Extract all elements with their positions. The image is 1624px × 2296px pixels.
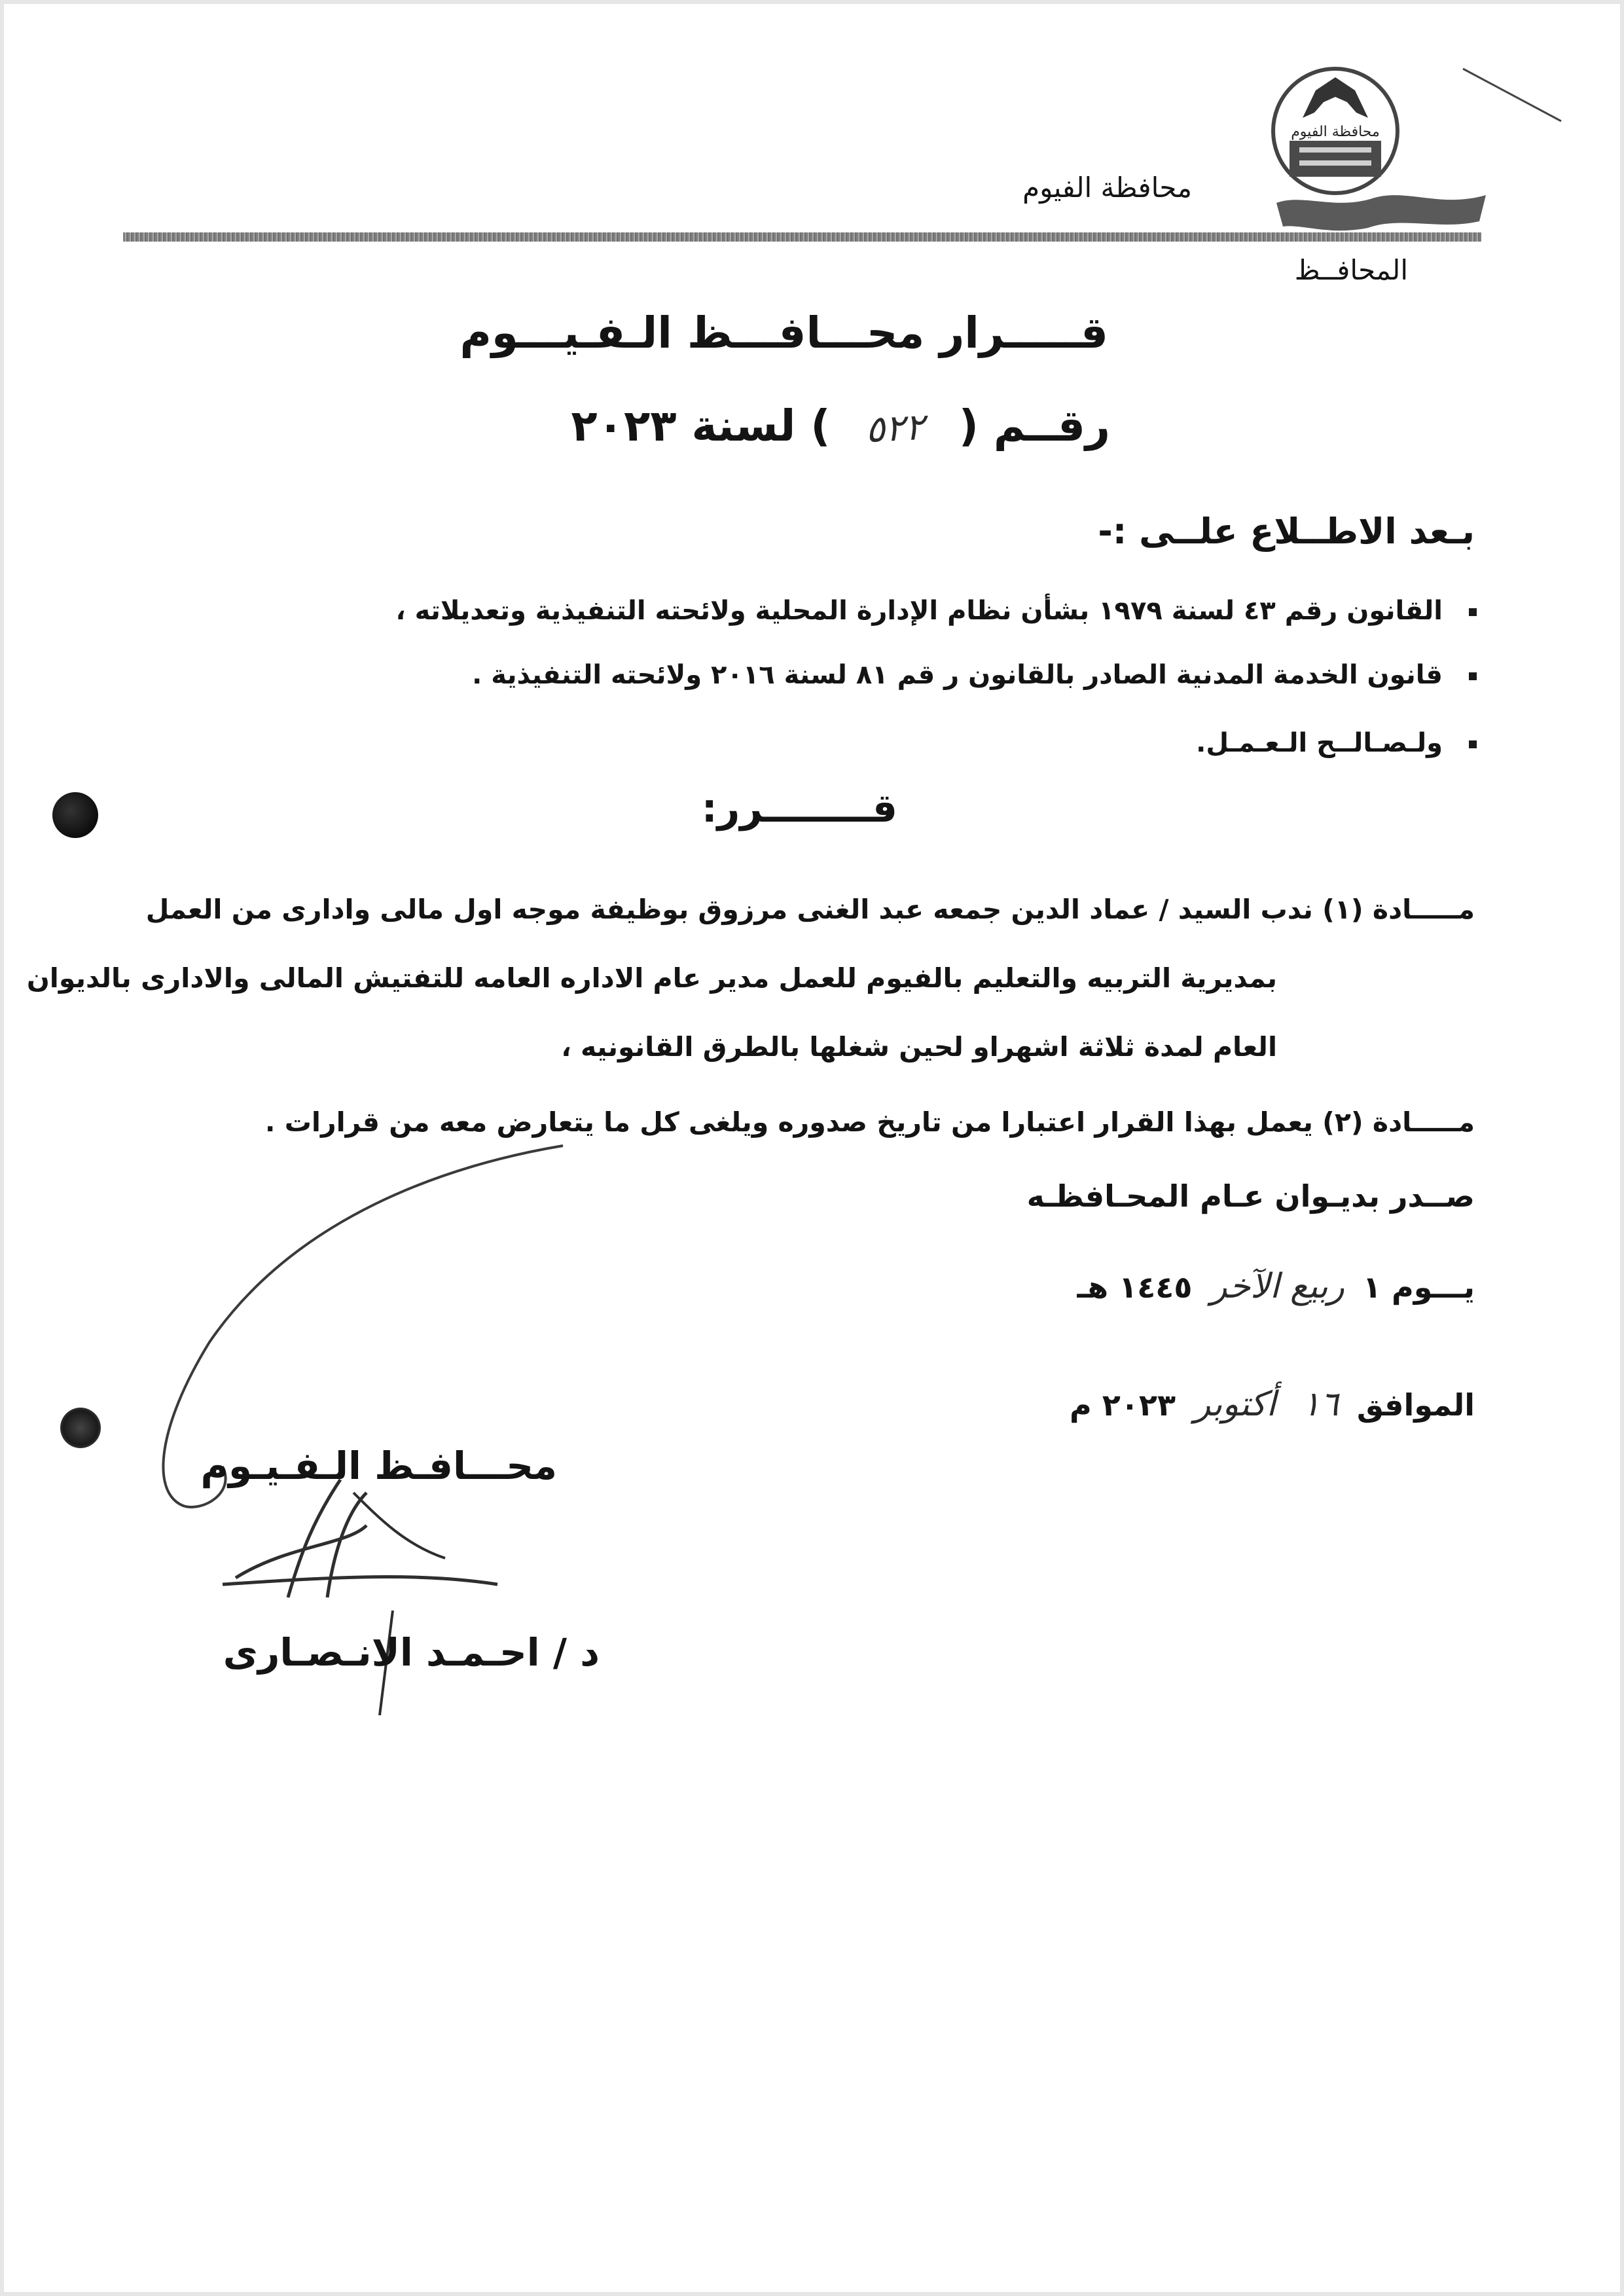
article-1-line-2: بمديرية التربيه والتعليم بالفيوم للعمل مدير عام الاداره العامه للتفتيش المالى والادارى بالديوان (26, 962, 1277, 994)
handwritten-signature (131, 1126, 720, 1715)
article-1-line-1: مـــــادة (١) ندب السيد / عماد الدين جمعه عبد الغنى مرزوق بوظيفة موجه اول مالى وادارى من العمل (145, 894, 1475, 925)
article-2-line-1: مـــــادة (٢) يعمل بهذا القرار اعتبارا من تاريخ صدوره ويلغى كل ما يتعارض معه من قرارات . (264, 1106, 1475, 1138)
pen-mark (1460, 65, 1564, 131)
punch-hole (52, 792, 98, 838)
bullet-icon (1469, 608, 1477, 616)
preamble-item (395, 596, 1477, 626)
decision-number-line (571, 401, 1110, 451)
greg-month-handwritten: أكتوبر (1194, 1385, 1276, 1424)
hijri-month-handwritten: ربيع الآخر (1210, 1267, 1344, 1306)
article-1-line-3: العام لمدة ثلاثة اشهراو لحين شغلها بالطرق القانونيه ، (561, 1031, 1277, 1063)
hijri-prefix: يـــوم (1392, 1269, 1475, 1305)
preamble-heading: بـعد الاطــلاع علــى :- (1098, 511, 1475, 552)
governorate-name: محافظة الفيوم (1022, 172, 1192, 204)
decision-title: قـــــرار محـــافـــظ الـفـيـــوم (460, 308, 1108, 358)
bullet-icon (1469, 740, 1477, 748)
decision-number-handwritten: ٥٢٢ (863, 405, 926, 452)
decided-heading: قــــــــرر: (701, 786, 897, 831)
preamble-item-text: قانون الخدمة المدنية الصادر بالقانون ر قم ٨١ لسنة ٢٠١٦ ولائحته التنفيذية . (472, 660, 1443, 690)
header-rule (123, 232, 1481, 242)
decision-number-suffix: ) لسنة ٢٠٢٣ (571, 401, 831, 451)
preamble-item (472, 660, 1477, 690)
bullet-icon (1469, 672, 1477, 680)
preamble-item-text: القانون رقم ٤٣ لسنة ١٩٧٩ بشأن نظام الإدارة المحلية ولائحته التنفيذية وتعديلاته ، (395, 596, 1443, 626)
preamble-item (1196, 728, 1477, 758)
decision-number-prefix: رقــم ( (958, 401, 1110, 451)
hijri-year: ١٤٤٥ هـ (1077, 1269, 1193, 1305)
logo-text: محافظة الفيوم (1291, 124, 1380, 140)
gregorian-date-line (1070, 1385, 1475, 1424)
preamble-item-text: ولـصـالــح الـعـمـل. (1196, 728, 1443, 758)
greg-year: ٢٠٢٣ م (1070, 1387, 1176, 1423)
governor-office-label: المحافــظ (1294, 254, 1408, 286)
signatory-name: د / احـمـد الانـصـارى (223, 1630, 600, 1675)
greg-day-handwritten: ١٦ (1302, 1385, 1339, 1424)
punch-hole (60, 1408, 101, 1448)
hijri-date-line (1077, 1267, 1475, 1306)
greg-prefix: الموافق (1356, 1387, 1475, 1423)
signatory-title: محـــافـظ الـفـيـوم (200, 1444, 557, 1488)
issued-at: صــدر بديـوان عـام المحـافظـه (1026, 1178, 1475, 1214)
hijri-day: ١ (1362, 1269, 1381, 1305)
